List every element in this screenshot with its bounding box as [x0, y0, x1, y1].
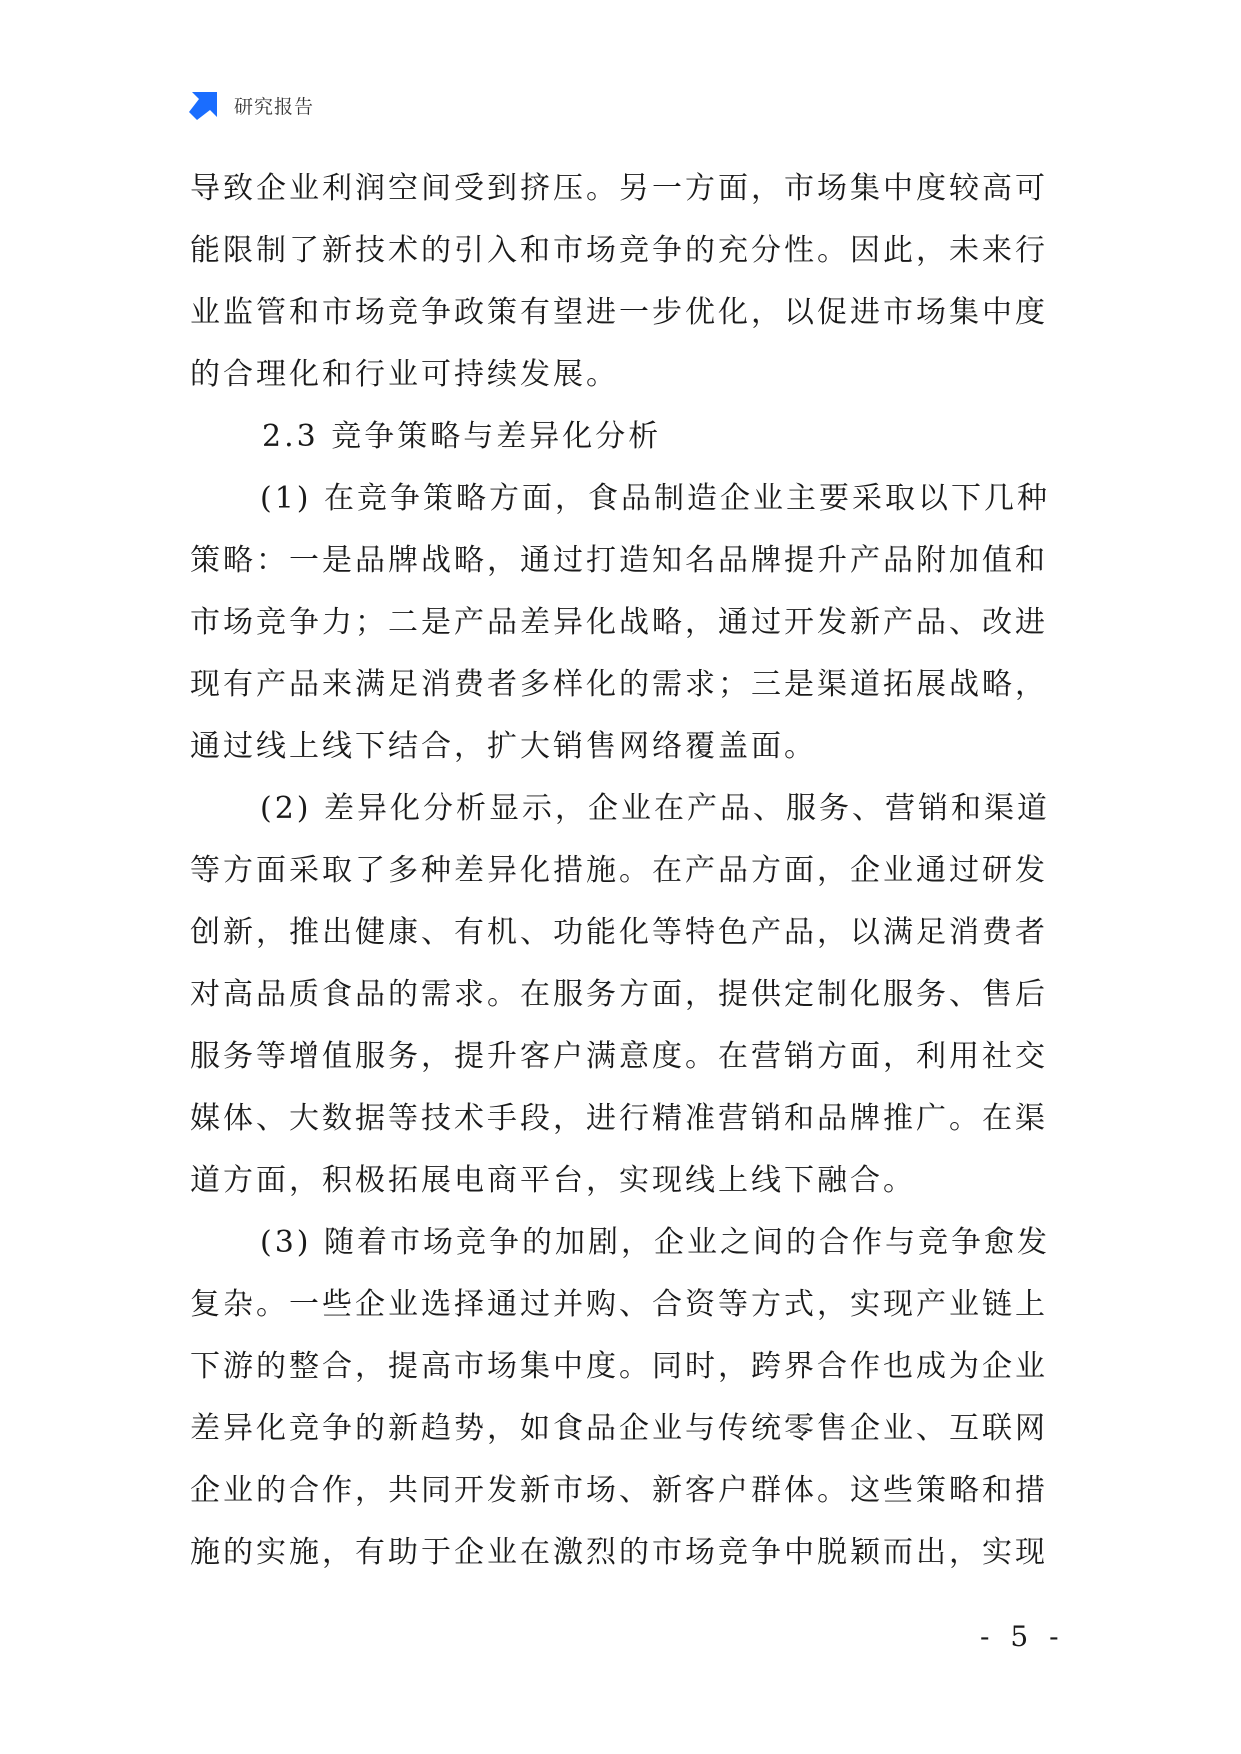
page-number: - 5 -: [980, 1620, 1065, 1653]
body-line: 复杂。一些企业选择通过并购、合资等方式，实现产业链上: [190, 1287, 1048, 1322]
body-line: 对高品质食品的需求。在服务方面，提供定制化服务、售后: [190, 977, 1048, 1012]
arrow-up-right-icon: [188, 89, 220, 121]
body-line: 施的实施，有助于企业在激烈的市场竞争中脱颖而出，实现: [190, 1535, 1048, 1570]
body-line: 导致企业利润空间受到挤压。另一方面，市场集中度较高可: [190, 171, 1048, 206]
body-line: 策略：一是品牌战略，通过打造知名品牌提升产品附加值和: [190, 543, 1048, 578]
body-line: 等方面采取了多种差异化措施。在产品方面，企业通过研发: [190, 853, 1048, 888]
body-line: 市场竞争力；二是产品差异化战略，通过开发新产品、改进: [190, 605, 1048, 640]
body-line: 差异化竞争的新趋势，如食品企业与传统零售企业、互联网: [190, 1411, 1048, 1446]
body-line: 下游的整合，提高市场集中度。同时，跨界合作也成为企业: [190, 1349, 1048, 1384]
body-line: 通过线上线下结合，扩大销售网络覆盖面。: [190, 729, 817, 764]
body-line: 现有产品来满足消费者多样化的需求；三是渠道拓展战略，: [190, 667, 1048, 702]
header-title: 研究报告: [234, 95, 315, 118]
body-line: 能限制了新技术的引入和市场竞争的充分性。因此，未来行: [190, 233, 1048, 268]
report-header: [188, 88, 314, 122]
paragraph-first-line: (2) 差异化分析显示，企业在产品、服务、营销和渠道: [260, 791, 1051, 826]
body-line: 媒体、大数据等技术手段，进行精准营销和品牌推广。在渠: [190, 1101, 1048, 1136]
document-body: [190, 158, 1060, 1584]
paragraph-first-line: (3) 随着市场竞争的加剧，企业之间的合作与竞争愈发: [260, 1225, 1051, 1260]
section-heading: 2.3 竞争策略与差异化分析: [262, 419, 662, 454]
paragraph-first-line: (1) 在竞争策略方面，食品制造企业主要采取以下几种: [260, 481, 1051, 516]
body-line: 创新，推出健康、有机、功能化等特色产品，以满足消费者: [190, 915, 1048, 950]
body-line: 业监管和市场竞争政策有望进一步优化，以促进市场集中度: [190, 295, 1048, 330]
body-line: 的合理化和行业可持续发展。: [190, 357, 619, 392]
body-line: 道方面，积极拓展电商平台，实现线上线下融合。: [190, 1163, 916, 1198]
body-line: 服务等增值服务，提升客户满意度。在营销方面，利用社交: [190, 1039, 1048, 1074]
body-line: 企业的合作，共同开发新市场、新客户群体。这些策略和措: [190, 1473, 1048, 1508]
